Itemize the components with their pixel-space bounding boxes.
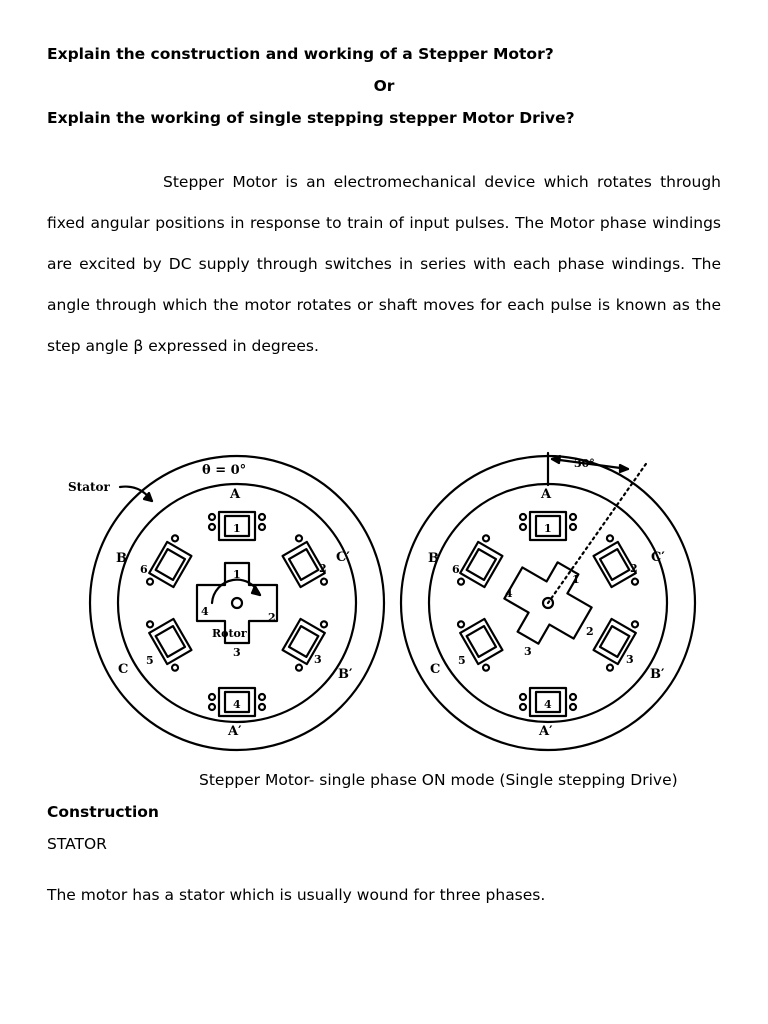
right-rotor-num-4: 4 [505, 587, 513, 600]
left-rotor-num-2: 2 [268, 611, 276, 624]
question-title-2: Explain the working of single stepping stepper Motor Drive? [47, 109, 575, 127]
or-text: Or [373, 77, 395, 95]
left-pole-num-6: 6 [140, 563, 148, 576]
intro-paragraph [47, 162, 721, 367]
left-stator-inner-ring [118, 484, 356, 722]
right-rotor-num-2: 2 [586, 625, 594, 638]
figure-caption: Stepper Motor- single phase ON mode (Single stepping Drive) [199, 771, 678, 789]
section-subheading: STATOR [47, 835, 107, 853]
left-label-a-prime: A′ [228, 724, 242, 739]
right-label-c-prime: C′ [651, 550, 665, 565]
right-angle-arrowhead-right [620, 465, 628, 472]
right-pole-num-4: 4 [544, 698, 552, 711]
left-label-c: C [118, 662, 129, 677]
left-pole-b-prime [278, 610, 330, 672]
left-rotor-num-1: 1 [233, 568, 241, 581]
left-label-b-prime: B′ [338, 667, 353, 682]
stator-label: Stator [68, 480, 110, 494]
left-angle-label: θ = 0° [202, 463, 247, 478]
section-heading: Construction [47, 803, 159, 821]
section-body: The motor has a stator which is usually wound for three phases. [47, 886, 546, 904]
right-rotor-num-3: 3 [524, 645, 532, 658]
right-pole-num-3: 3 [626, 653, 634, 666]
right-pole-num-1: 1 [544, 522, 552, 535]
right-pole-num-2: 2 [630, 562, 638, 575]
left-pole-num-5: 5 [146, 654, 154, 667]
stepper-motor-figure [62, 445, 704, 757]
left-rotor-num-4: 4 [201, 605, 209, 618]
left-pole-num-1: 1 [233, 522, 241, 535]
right-angle-label: 30° [574, 457, 595, 470]
intro-paragraph-text: Stepper Motor is an electromechanical device which rotates through fixed angular positions in response to train of input pulses. The Motor phase windings are excited by DC supply through switches in series with each phase windings. The angle through which the motor rotates or shaft moves for each pulse is known as the step angle β expressed in degrees. [47, 173, 721, 355]
right-label-a-prime: A′ [539, 724, 553, 739]
right-rotor-num-1: 1 [572, 573, 580, 586]
left-label-c-prime: C′ [336, 550, 350, 565]
left-rotor-num-3: 3 [233, 646, 241, 659]
left-label-a: A [230, 487, 241, 502]
right-label-b-prime: B′ [650, 667, 665, 682]
or-separator [0, 77, 768, 95]
right-pole-num-6: 6 [452, 563, 460, 576]
right-label-a: A [541, 487, 552, 502]
left-pole-num-3: 3 [314, 653, 322, 666]
stepper-motor-diagram [62, 445, 704, 757]
question-title-1: Explain the construction and working of a Stepper Motor? [47, 45, 554, 63]
left-rotor-shaft [232, 598, 242, 608]
right-label-c: C [430, 662, 441, 677]
right-pole-b [455, 533, 507, 595]
left-pole-num-4: 4 [233, 698, 241, 711]
right-label-b: B [428, 551, 439, 566]
left-label-b: B [116, 551, 127, 566]
right-pole-num-5: 5 [458, 654, 466, 667]
rotor-label: Rotor [212, 627, 247, 640]
left-pole-num-2: 2 [319, 562, 327, 575]
left-pole-b [144, 533, 196, 595]
